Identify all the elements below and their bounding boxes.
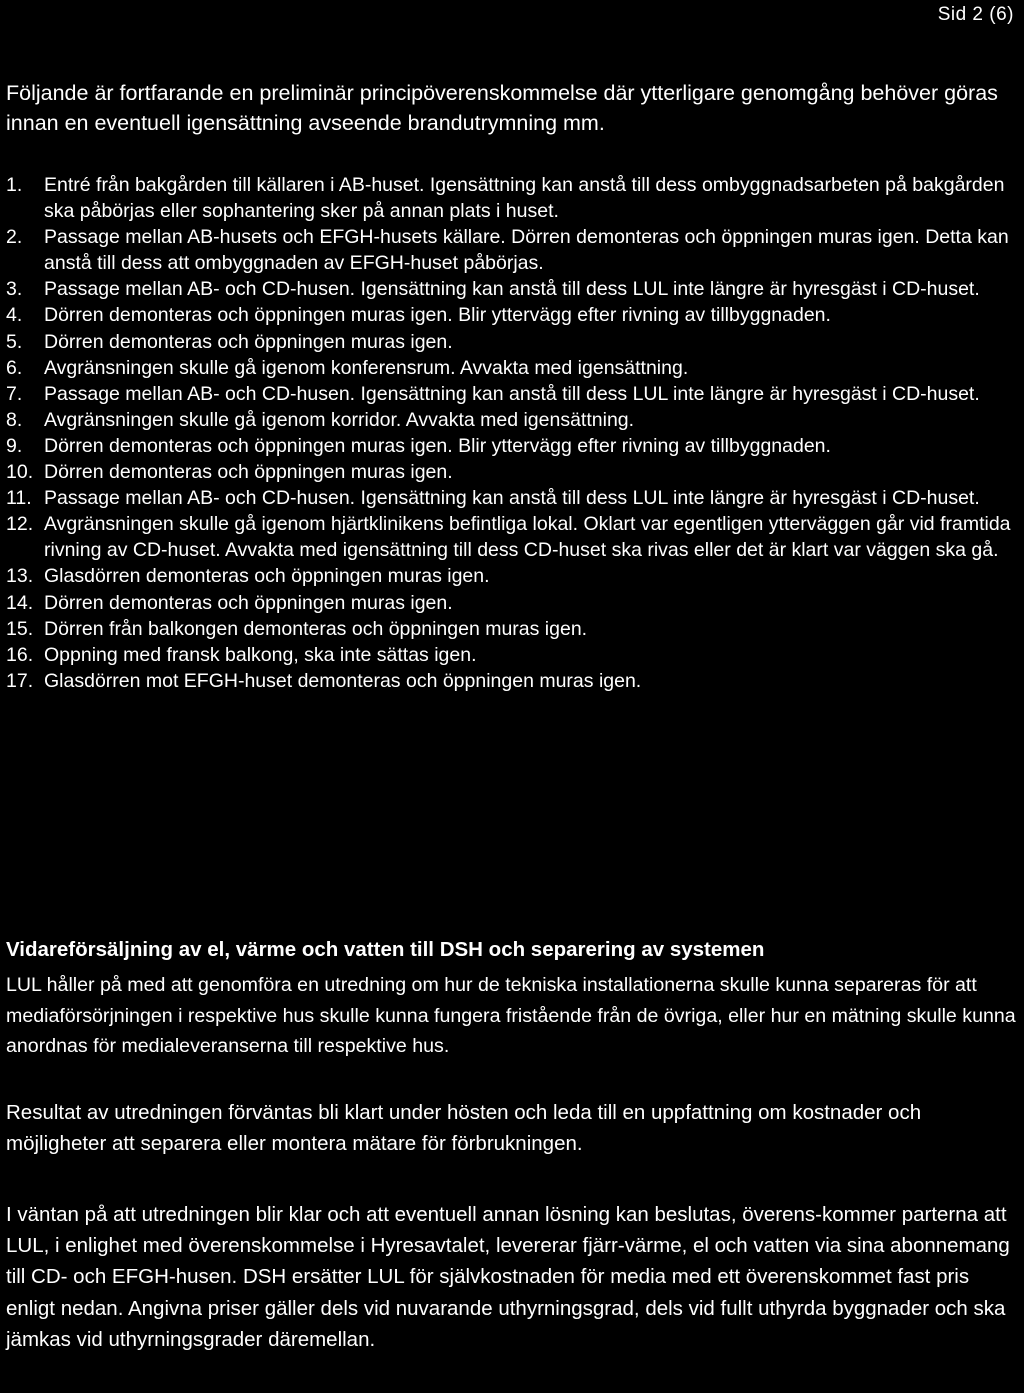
list-item: [6, 642, 1020, 668]
item-text: Oppning med fransk balkong, ska inte sättas igen.: [44, 643, 477, 666]
item-number: 14.: [6, 591, 34, 614]
item-text: Avgränsningen skulle gå igenom konferensrum. Avvakta med igensättning.: [44, 356, 689, 379]
item-text: Dörren demonteras och öppningen muras igen.: [44, 461, 453, 484]
item-text: Dörren från balkongen demonteras och öppningen muras igen.: [44, 617, 588, 640]
item-text: Dörren demonteras och öppningen muras igen. Blir yttervägg efter rivning av tillbyggnaden.: [44, 434, 831, 457]
item-text: Passage mellan AB- och CD-husen. Igensättning kan anstå till dess LUL inte längre är hyresgäst i CD-huset.: [44, 382, 980, 405]
list-item: [6, 485, 1020, 511]
item-text: Dörren demonteras och öppningen muras igen.: [44, 591, 453, 614]
item-number: 9.: [6, 434, 23, 457]
item-text: Entré från bakgården till källaren i AB-huset. Igensättning kan anstå till dess ombyggnadsarbeten på bakgården ska påbörjas eller sophantering sker på annan plats i huset.: [44, 174, 1005, 223]
list-item: [6, 511, 1020, 563]
list-item: [6, 459, 1020, 485]
item-number: 7.: [6, 382, 23, 405]
item-text: Avgränsningen skulle gå igenom korridor. Avvakta med igensättning.: [44, 408, 635, 431]
item-number: 17.: [6, 669, 34, 692]
item-number: 1.: [6, 174, 23, 196]
list-item: [6, 407, 1020, 433]
item-number: 15.: [6, 617, 34, 640]
item-text: Passage mellan AB- och CD-husen. Igensättning kan anstå till dess LUL inte längre är hyresgäst i CD-huset.: [44, 278, 980, 301]
item-number: 16.: [6, 643, 34, 666]
item-number: 8.: [6, 408, 23, 431]
paragraph-vantan: I väntan på att utredningen blir klar och att eventuell annan lösning kan beslutas, överens-kommer parterna att LUL, i enlighet med överenskommelse i Hyresavtalet, levererar fjärr-värme, el och vatten via sina abonnemang till CD- och EFGH-husen. DSH ersätter LUL för självkostnaden för media med ett överenskommet fast pris enligt nedan. Angivna priser gäller dels vid nuvarande uthyrningsgrad, dels vid fullt uthyrda byggnader och ska jämkas vid uthyrningsgrader däremellan.: [6, 1203, 1010, 1351]
list-item: [6, 590, 1020, 616]
item-text: Dörren demonteras och öppningen muras igen.: [44, 330, 453, 353]
page-number: Sid 2 (6): [937, 4, 1014, 25]
item-text: Glasdörren mot EFGH-huset demonteras och öppningen muras igen.: [44, 669, 642, 692]
item-text: Dörren demonteras och öppningen muras igen. Blir yttervägg efter rivning av tillbyggnaden.: [44, 304, 831, 327]
item-text: Avgränsningen skulle gå igenom hjärtklinikens befintliga lokal. Oklart var egentligen ytterväggen går vid framtida rivning av CD-huset. Avvakta med igensättning till dess CD-huset ska rivas eller det är klart var väggen ska gå.: [44, 513, 1011, 562]
list-item: [6, 563, 1020, 589]
list-item: [6, 433, 1020, 459]
numbered-list: [6, 172, 1020, 694]
item-text: Passage mellan AB-husets och EFGH-husets källare. Dörren demonteras och öppningen muras igen. Detta kan anstå till dess att ombyggnaden av EFGH-huset påbörjas.: [44, 226, 1009, 275]
item-text: Passage mellan AB- och CD-husen. Igensättning kan anstå till dess LUL inte längre är hyresgäst i CD-huset.: [44, 487, 980, 510]
item-number: 3.: [6, 278, 23, 301]
item-number: 6.: [6, 356, 23, 379]
item-number: 5.: [6, 330, 23, 353]
item-number: 4.: [6, 304, 23, 327]
item-number: 2.: [6, 226, 23, 249]
list-item: [6, 224, 1020, 276]
item-text: Glasdörren demonteras och öppningen muras igen.: [44, 565, 490, 588]
intro-paragraph: Följande är fortfarande en preliminär principöverenskommelse där ytterligare genomgång behöver göras innan en eventuell igensättning avseende brandutrymning mm.: [6, 81, 998, 135]
list-item: [6, 329, 1020, 355]
list-item: [6, 276, 1020, 302]
section-heading: Vidareförsäljning av el, värme och vatten till DSH och separering av systemen: [6, 938, 765, 961]
paragraph-resultat: Resultat av utredningen förväntas bli klart under hösten och leda till en uppfattning om kostnader och möjligheter att separera eller montera mätare för förbrukningen.: [6, 1101, 922, 1155]
list-item: [6, 172, 1020, 224]
item-number: 10.: [6, 461, 34, 484]
paragraph-utredning: LUL håller på med att genomföra en utredning om hur de tekniska installationerna skulle kunna separeras för att mediaförsörjningen i respektive hus skulle kunna fungera fristående från de övriga, eller hur en mätning skulle kunna anordnas för medialeveranserna till respektive hus.: [6, 974, 1016, 1057]
list-item: [6, 668, 1020, 694]
item-number: 13.: [6, 565, 34, 588]
list-item: [6, 302, 1020, 328]
list-item: [6, 381, 1020, 407]
list-item: [6, 616, 1020, 642]
item-number: 12.: [6, 513, 34, 536]
item-number: 11.: [6, 487, 32, 510]
list-item: [6, 355, 1020, 381]
